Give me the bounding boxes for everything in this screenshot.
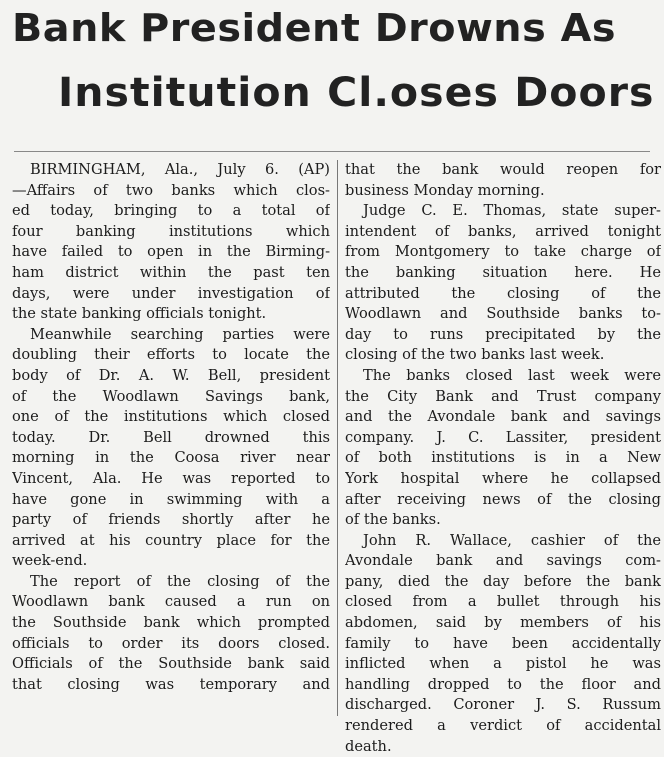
article-line: the Southside bank which prompted [12,614,330,632]
article-line: business Monday morning. [345,181,545,199]
article-line: officials to order its doors closed. [12,634,330,652]
article-line: closed from a bullet through his [345,593,661,611]
article-line: from Montgomery to take charge of [345,243,661,261]
article-line: ed today, bringing to a total of [12,202,330,220]
article-column-2 [345,160,661,757]
article-line: York hospital where he collapsed [345,469,661,487]
article-line: body of Dr. A. W. Bell, president [12,366,330,384]
article-line: have failed to open in the Birming- [12,243,330,261]
article-line: Officials of the Southside bank said [12,655,330,673]
article-line: one of the institutions which closed [12,408,330,426]
article-line: of both institutions is in a New [345,449,661,467]
article-line: rendered a verdict of accidental [345,717,661,735]
article-line: Vincent, Ala. He was reported to [12,469,330,487]
article-line: doubling their efforts to locate the [12,346,330,364]
article-line: —Affairs of two banks which clos- [12,181,330,199]
article-line: Meanwhile searching parties were [30,325,330,343]
article-line: handling dropped to the floor and [345,675,661,693]
article-line: the City Bank and Trust company [345,387,661,405]
headline-rule [14,151,650,152]
article-line: and the Avondale bank and savings [345,408,661,426]
article-column-1 [12,160,330,695]
article-line: the state banking officials tonight. [12,305,267,323]
article-line: four banking institutions which [12,222,330,240]
article-line: arrived at his country place for the [12,531,330,549]
article-line: The report of the closing of the [30,572,330,590]
article-line: Woodlawn bank caused a run on [12,593,330,611]
article-line: that the bank would reopen for [345,161,661,178]
article-line: ham district within the past ten [12,263,330,281]
article-line: pany, died the day before the bank [345,572,661,590]
article-line: abdomen, said by members of his [345,614,661,632]
article-line: of the Woodlawn Savings bank, [12,387,330,405]
headline-line-2: Institution Cl.oses Doors [58,70,655,116]
article-line: party of friends shortly after he [12,511,330,529]
article-line: family to have been accidentally [345,634,661,652]
article-line: of the banks. [345,511,441,529]
article-line: inflicted when a pistol he was [345,655,661,673]
article-line: Avondale bank and savings com- [345,552,661,570]
article-line: days, were under investigation of [12,284,330,302]
article-line: day to runs precipitated by the [345,325,661,343]
article-line: intendent of banks, arrived tonight [345,222,661,240]
headline-line-1: Bank President Drowns As [12,6,617,50]
article-line: discharged. Coroner J. S. Russum [345,696,661,714]
article-line: today. Dr. Bell drowned this [12,428,330,446]
article-line: The banks closed last week were [363,366,661,384]
article-line: that closing was temporary and [12,675,330,693]
article-line: week-end. [12,552,88,570]
article-line: after receiving news of the closing [345,490,661,508]
article-line: morning in the Coosa river near [12,449,330,467]
article-line: closing of the two banks last week. [345,346,605,364]
article-line: death. [345,737,392,755]
article-line: the banking situation here. He [345,263,661,281]
article-line: attributed the closing of the [345,284,661,302]
column-divider [337,160,338,716]
article-line: have gone in swimming with a [12,490,330,508]
article-line: Woodlawn and Southside banks to- [345,305,661,323]
article-line: company. J. C. Lassiter, president [345,428,661,446]
article-line: Judge C. E. Thomas, state super- [363,202,661,220]
article-line: BIRMINGHAM, Ala., July 6. (AP) [30,161,330,178]
article-line: John R. Wallace, cashier of the [363,531,661,549]
